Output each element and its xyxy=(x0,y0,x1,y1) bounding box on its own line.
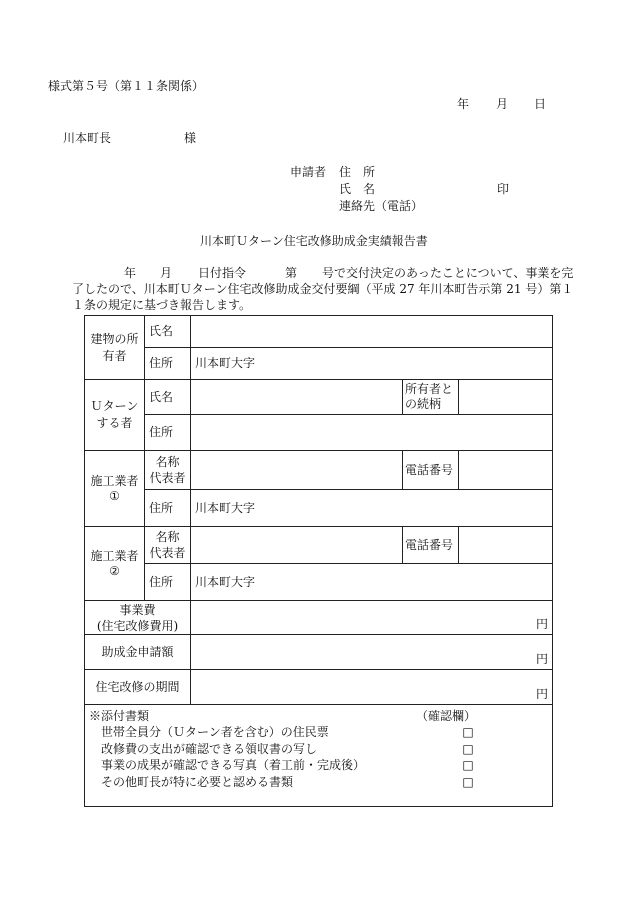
contractor1-address-field[interactable] xyxy=(191,490,553,527)
owner-address-label: 住所 xyxy=(149,356,174,370)
owner-label: 建物の所有者 xyxy=(90,331,139,363)
attachment-item-label: 世帯全員分（Ｕターン者を含む）の住民票 xyxy=(101,725,329,739)
body-line2: 了したので、川本町Ｕターン住宅改修助成金交付要綱（平成 27 年川本町告示第 21 号）第１ xyxy=(72,282,574,296)
cost-sublabel: (住宅改修費用) xyxy=(96,618,179,633)
owner-name-field[interactable] xyxy=(191,316,553,348)
contractor1-label: 施工業者 xyxy=(90,473,139,488)
contractor2-name-label: 名称 xyxy=(155,530,180,544)
date-month-label: 月 xyxy=(496,97,509,111)
uturn-name-label-cell xyxy=(145,380,191,415)
uturn-name-field[interactable] xyxy=(191,380,403,415)
document-title: 川本町Ｕターン住宅改修助成金実績報告書 xyxy=(200,234,428,248)
applicant-address-label: 住 所 xyxy=(339,165,376,179)
attachment-item xyxy=(89,724,546,741)
contractor2-phone-label-cell xyxy=(403,527,459,564)
grant-unit: 円 xyxy=(535,652,548,666)
cost-label-cell xyxy=(85,601,191,635)
body-month: 月 xyxy=(160,266,173,280)
contractor1-phone-label: 電話番号 xyxy=(405,462,454,477)
form-number: 様式第５号（第１１条関係） xyxy=(48,79,205,93)
attachments-cell xyxy=(85,705,553,807)
date-year-label: 年 xyxy=(457,97,470,111)
attachment-item-label: その他町長が特に必要と認める書類 xyxy=(101,774,294,789)
grant-label-cell xyxy=(85,635,191,670)
owner-address-field[interactable] xyxy=(191,348,553,380)
attachment-item xyxy=(89,741,546,758)
report-form-table xyxy=(84,315,553,807)
uturn-relation-label: 所有者との続柄 xyxy=(405,382,454,411)
contractor1-address-label: 住所 xyxy=(149,500,174,515)
body-number-prefix: 第 xyxy=(285,266,298,280)
contractor2-name-field[interactable] xyxy=(191,527,403,564)
owner-address-prefix: 川本町大字 xyxy=(195,356,256,370)
contractor1-name-field[interactable] xyxy=(191,451,403,490)
contractor2-address-label: 住所 xyxy=(149,574,174,589)
attachment-item-label: 事業の成果が確認できる写真（着工前・完成後） xyxy=(101,758,366,772)
grant-label: 助成金申請額 xyxy=(101,644,174,659)
attachment-checkbox[interactable]: □ xyxy=(462,758,474,772)
addressee-honorific: 様 xyxy=(184,131,197,145)
applicant-contact-label: 連絡先（電話） xyxy=(339,199,424,213)
addressee-name: 川本町長 xyxy=(63,131,112,145)
date-day-label: 日 xyxy=(534,97,547,111)
contractor2-address-field[interactable] xyxy=(191,564,553,601)
cost-field[interactable] xyxy=(191,601,553,635)
body-year: 年 xyxy=(124,266,137,280)
contractor2-address-label-cell xyxy=(145,564,191,601)
contractor1-phone-field[interactable] xyxy=(459,451,553,490)
contractor1-address-label-cell xyxy=(145,490,191,527)
owner-label-cell xyxy=(85,316,145,380)
uturn-name-label: 氏名 xyxy=(149,389,174,404)
contractor1-name-label: 名称 xyxy=(155,455,180,469)
body-line3: １条の規定に基づき報告します。 xyxy=(72,298,252,312)
period-field[interactable] xyxy=(191,670,553,705)
attachment-checkbox[interactable]: □ xyxy=(462,741,474,756)
seal-mark: 印 xyxy=(497,182,510,196)
uturn-relation-field[interactable] xyxy=(459,380,553,415)
contractor1-address-prefix: 川本町大字 xyxy=(195,500,256,515)
contractor2-phone-label: 電話番号 xyxy=(405,537,454,552)
attachment-item xyxy=(89,757,546,774)
uturn-label: Ｕターンする者 xyxy=(90,399,139,430)
attachment-item xyxy=(89,774,546,791)
uturn-address-label-cell xyxy=(145,415,191,451)
applicant-name-label: 氏 名 xyxy=(339,182,376,196)
period-label-cell xyxy=(85,670,191,705)
contractor2-rep-label: 代表者 xyxy=(149,546,186,560)
cost-unit: 円 xyxy=(535,617,548,631)
contractor1-name-rep-label-cell xyxy=(145,451,191,490)
contractor1-rep-label: 代表者 xyxy=(149,471,186,485)
applicant-label: 申請者 xyxy=(290,165,327,179)
attachment-item-label: 改修費の支出が確認できる領収書の写し xyxy=(101,741,318,756)
owner-name-label: 氏名 xyxy=(149,324,174,338)
contractor2-label-cell xyxy=(85,527,145,601)
period-unit: 円 xyxy=(535,687,548,701)
contractor2-phone-field[interactable] xyxy=(459,527,553,564)
attachment-checkbox[interactable]: □ xyxy=(462,725,474,739)
contractor2-address-prefix: 川本町大字 xyxy=(195,574,256,589)
contractor2-label: 施工業者 xyxy=(90,548,139,563)
period-label: 住宅改修の期間 xyxy=(95,679,180,694)
contractor2-number: ② xyxy=(109,563,120,578)
body-date-directive: 日付指令 xyxy=(198,266,247,280)
attachment-checkbox[interactable]: □ xyxy=(462,774,474,789)
contractor1-number: ① xyxy=(109,488,120,503)
cost-label: 事業費 xyxy=(119,602,156,617)
owner-name-label-cell xyxy=(145,316,191,348)
uturn-relation-label-cell xyxy=(403,380,459,415)
uturn-address-field[interactable] xyxy=(191,415,553,451)
attachments-header xyxy=(89,708,546,724)
contractor1-phone-label-cell xyxy=(403,451,459,490)
attachments-check-heading: （確認欄） xyxy=(416,709,477,723)
contractor1-label-cell xyxy=(85,451,145,527)
grant-field[interactable] xyxy=(191,635,553,670)
attachments-heading: ※添付書類 xyxy=(89,709,150,723)
uturn-label-cell xyxy=(85,380,145,451)
contractor2-name-rep-label-cell xyxy=(145,527,191,564)
body-line1-rest: 号で交付決定のあったことについて、事業を完 xyxy=(322,266,574,280)
owner-address-label-cell xyxy=(145,348,191,380)
uturn-address-label: 住所 xyxy=(149,425,174,439)
